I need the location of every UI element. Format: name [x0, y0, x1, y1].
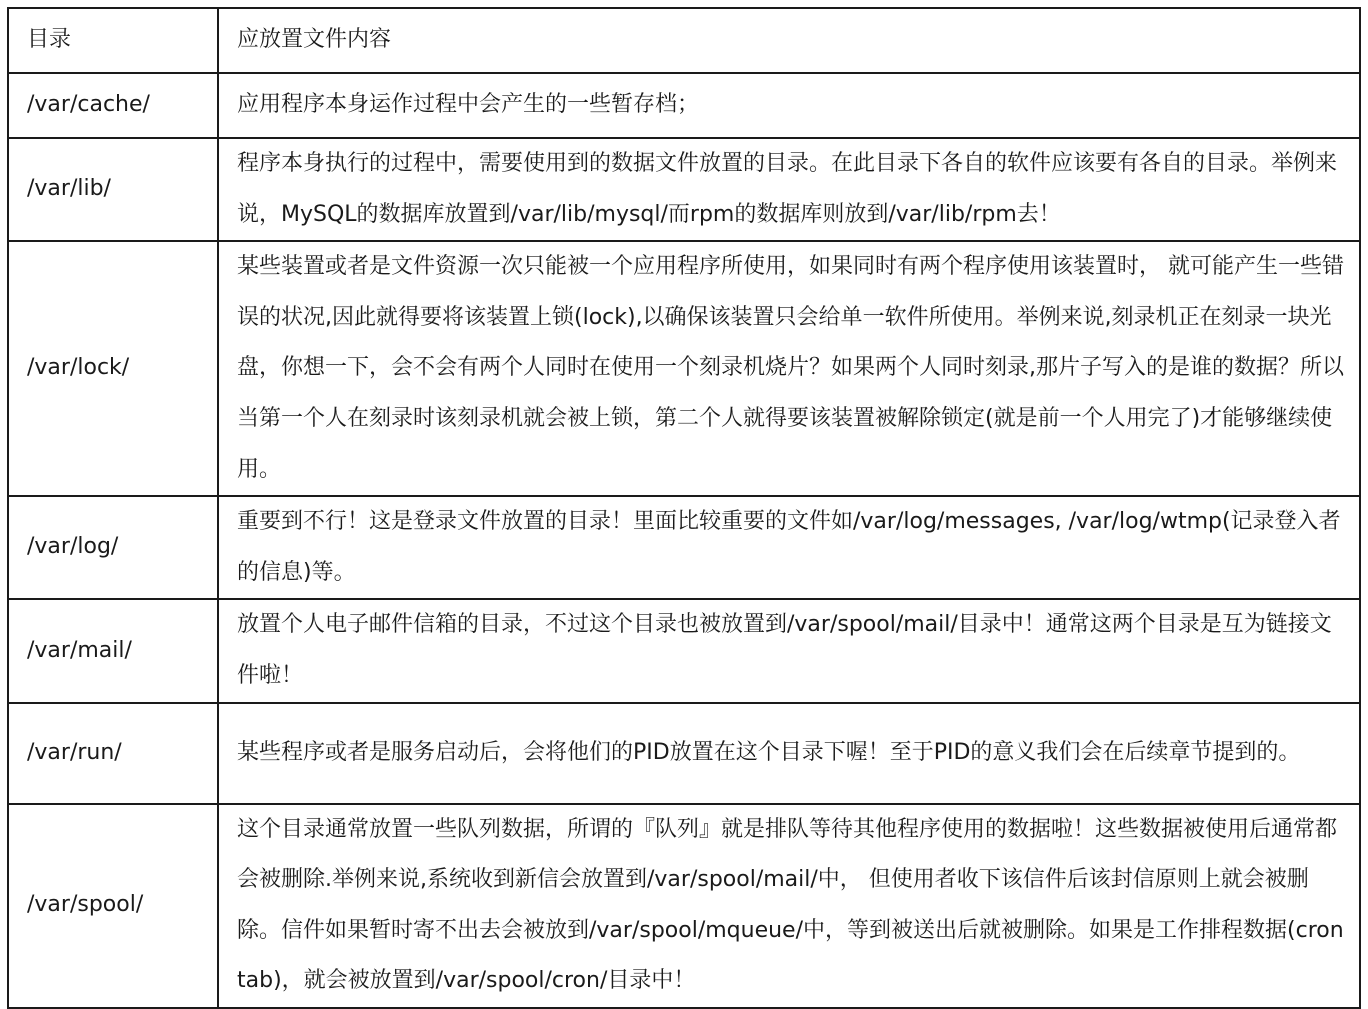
desc-cell: 应用程序本身运作过程中会产生的一些暂存档；: [218, 73, 1360, 138]
dir-cell: /var/run/: [8, 703, 218, 804]
var-directory-table: [7, 7, 1361, 1009]
desc-cell: 某些装置或者是文件资源一次只能被一个应用程序所使用，如果同时有两个程序使用该装置时， 就可能产生一些错误的状况,因此就得要将该装置上锁(lock),以确保该装置只会给单一软件所使用。举例来说,刻录机正在刻录一块光盘，你想一下，会不会有两个人同时在使用一个刻录机烧片？如果两个人同时刻录,那片子写入的是谁的数据？所以当第一个人在刻录时该刻录机就会被上锁，第二个人就得要该装置被解除锁定(就是前一个人用完了)才能够继续使用。: [218, 241, 1360, 496]
desc-cell: 这个目录通常放置一些队列数据，所谓的『队列』就是排队等待其他程序使用的数据啦！这些数据被使用后通常都会被删除.举例来说,系统收到新信会放置到/var/spool/mail/中， 但使用者收下该信件后该封信原则上就会被删除。信件如果暂时寄不出去会被放到/var/spool/mqueue/中，等到被送出后就被删除。如果是工作排程数据(crontab)，就会被放置到/var/spool/cron/目录中！: [218, 804, 1360, 1008]
desc-cell: 程序本身执行的过程中，需要使用到的数据文件放置的目录。在此目录下各自的软件应该要有各自的目录。举例来说，MySQL的数据库放置到/var/lib/mysql/而rpm的数据库则放到/var/lib/rpm去！: [218, 138, 1360, 241]
table-row: [8, 804, 1360, 1008]
table-row: [8, 496, 1360, 599]
desc-cell: 某些程序或者是服务启动后，会将他们的PID放置在这个目录下喔！至于PID的意义我们会在后续章节提到的。: [218, 703, 1360, 804]
dir-cell: /var/lock/: [8, 241, 218, 496]
table-row: [8, 138, 1360, 241]
header-directory: 目录: [8, 8, 218, 73]
table-row: [8, 241, 1360, 496]
dir-cell: /var/spool/: [8, 804, 218, 1008]
desc-cell: 重要到不行！这是登录文件放置的目录！里面比较重要的文件如/var/log/messages, /var/log/wtmp(记录登入者的信息)等。: [218, 496, 1360, 599]
dir-cell: /var/log/: [8, 496, 218, 599]
dir-cell: /var/cache/: [8, 73, 218, 138]
header-content: 应放置文件内容: [218, 8, 1360, 73]
dir-cell: /var/mail/: [8, 599, 218, 702]
table-row: [8, 73, 1360, 138]
table-header-row: [8, 8, 1360, 73]
table-row: [8, 703, 1360, 804]
dir-cell: /var/lib/: [8, 138, 218, 241]
table-row: [8, 599, 1360, 702]
desc-cell: 放置个人电子邮件信箱的目录，不过这个目录也被放置到/var/spool/mail/目录中！通常这两个目录是互为链接文件啦！: [218, 599, 1360, 702]
